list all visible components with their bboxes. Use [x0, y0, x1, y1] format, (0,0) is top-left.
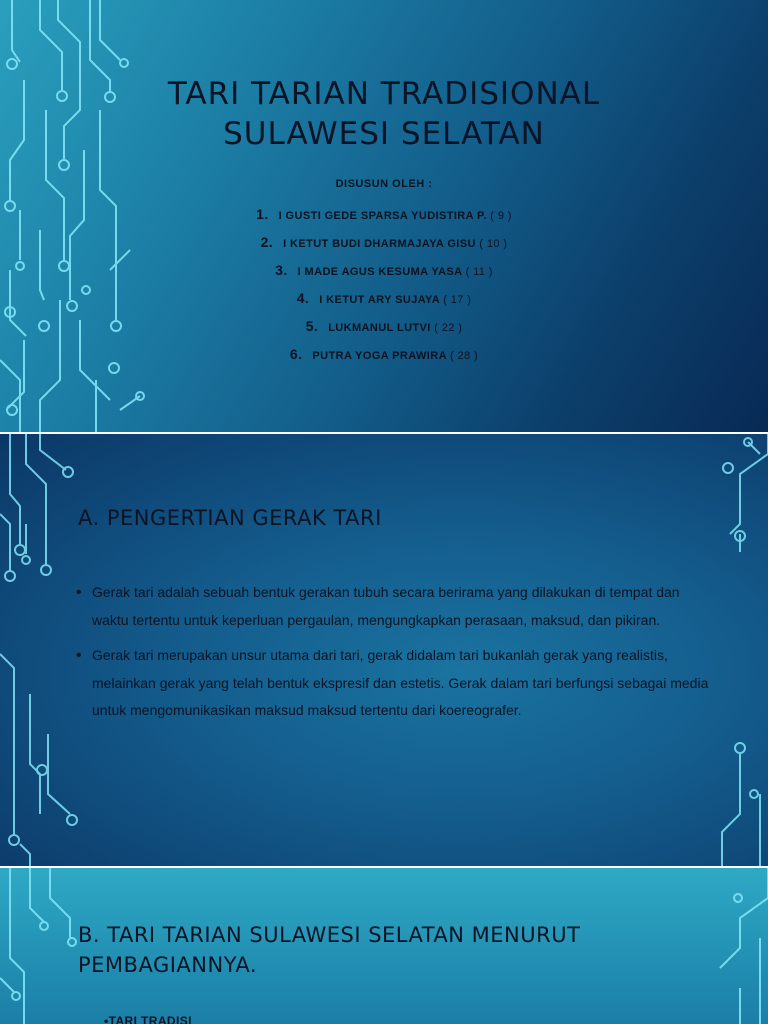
heading-line-2: PEMBAGIANNYA.: [78, 953, 258, 977]
section-heading: A. PENGERTIAN GERAK TARI: [78, 506, 382, 530]
author-item: 2. I KETUT BUDI DHARMAJAYA GISU ( 10 ): [260, 234, 508, 250]
title-line-2: SULAWESI SELATAN: [223, 116, 545, 152]
authors-label: DISUSUN OLEH :: [335, 178, 433, 190]
author-item: 1. I GUSTI GEDE SPARSA YUDISTIRA P. ( 9 ): [256, 206, 512, 222]
authors-list: [0, 200, 768, 368]
list-item: • Gerak tari merupakan unsur utama dari tari, gerak didalam tari bukanlah gerak yang realistis, melainkan gerak yang telah bentuk ekspresif dan estetis. Gerak dalam tari berfungsi sebagai media untuk mengomunikasikan maksud maksud tertentu dari koereografer.: [76, 642, 716, 725]
heading-line-1: B. TARI TARIAN SULAWESI SELATAN MENURUT: [78, 923, 581, 947]
list-item: • Gerak tari adalah sebuah bentuk gerakan tubuh secara berirama yang dilakukan di tempat dan waktu tertentu untuk keperluan pergaulan, mengungkapkan perasaan, maksud, dan pikiran.: [76, 579, 716, 634]
title-line-1: TARI TARIAN TRADISIONAL: [167, 76, 601, 112]
sub-bullet-item: • TARI TRADISI: [104, 1014, 192, 1024]
slide-pembagian: [0, 868, 768, 1024]
author-item: 3. I MADE AGUS KESUMA YASA ( 11 ): [275, 262, 493, 278]
section-heading: [78, 920, 698, 980]
author-item: 6. PUTRA YOGA PRAWIRA ( 28 ): [289, 346, 479, 362]
presentation-title: [0, 74, 768, 154]
slide-pengertian: [0, 434, 768, 866]
definition-list: [76, 579, 716, 733]
slide-title: [0, 0, 768, 432]
author-item: 5. LUKMANUL LUTVI ( 22 ): [305, 318, 463, 334]
author-item: 4. I KETUT ARY SUJAYA ( 17 ): [296, 290, 472, 306]
